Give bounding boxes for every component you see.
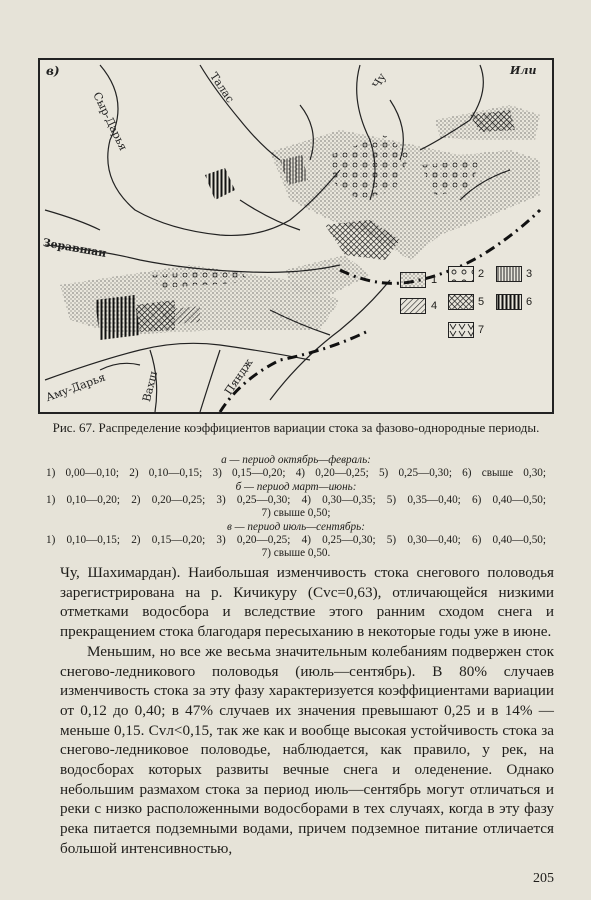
label-ili: Или	[510, 64, 537, 77]
caption-c-head: в — период июль—сентябрь:	[227, 521, 365, 533]
legend-swatch-6	[496, 294, 522, 310]
caption-a-head: а — период октябрь—февраль:	[221, 454, 371, 466]
caption-period-a	[46, 454, 546, 480]
legend-swatch-2	[448, 266, 474, 282]
legend-label-3: 3	[526, 268, 533, 280]
panel-label: в)	[46, 64, 60, 78]
legend-swatch-4	[400, 298, 426, 314]
legend-swatch-7	[448, 322, 474, 338]
body-text	[60, 563, 554, 859]
caption-period-b	[46, 481, 546, 520]
label-chu: Чу	[370, 71, 389, 91]
caption-a-row1: 1) 0,00—0,10; 2) 0,10—0,15; 3) 0,15—0,20; 4) 0,20—0,25; 5) 0,25—0,30; 6) свыше 0,30;	[46, 467, 546, 479]
caption-title: Рис. 67. Распределение коэффициентов вариации стока за фазово-однородные периоды.	[52, 420, 540, 435]
label-syr-darya: Сыр-Дарья	[90, 90, 130, 153]
legend-label-1: 1	[431, 274, 438, 286]
map-drawing	[40, 60, 552, 412]
label-talas: Талас	[207, 70, 237, 106]
legend-label-5: 5	[478, 296, 485, 308]
zone-dots	[270, 130, 540, 260]
caption-period-c	[46, 521, 546, 560]
legend-swatch-1	[400, 272, 426, 288]
zone-bold-2	[95, 295, 140, 340]
legend-swatch-5	[448, 294, 474, 310]
legend-label-7: 7	[478, 324, 485, 336]
legend-label-4: 4	[431, 300, 438, 312]
paragraph-2: Меньшим, но все же весьма значительным колебаниям подвержен сток снегово-ледникового половодья (июль—сентябрь). В 80% случаев изменчивость стока за эту фазу характеризуется коэффициентами вариации от 0,12 до 0,40; в 47% случаев их значения превышают 0,25 и в 14% — меньше 0,15. Cvл<0,15, так же как и вообще высокая устойчивость стока за снегово-ледниковое половодье, наблюдается, как правило, у рек, на водосборах которых развиты вечные снега и оледенение. Однако небольшим размахом стока за период июль—сентябрь могут отличаться и реки с низко расположенными водосборами в тех случаях, когда в эту фазу река питается подземными водами, причем подземное питание отличается большой интенсивностью,	[60, 642, 554, 857]
caption-b-row1: 1) 0,10—0,20; 2) 0,20—0,25; 3) 0,25—0,30; 4) 0,30—0,35; 5) 0,35—0,40; 6) 0,40—0,50;	[46, 494, 546, 506]
label-pyanj: Пяндж	[222, 356, 256, 398]
zone-bold-1	[205, 168, 235, 200]
map-figure	[38, 58, 554, 414]
caption-b-row2: 7) свыше 0,50;	[261, 507, 331, 519]
caption-b-head: б — период март—июнь:	[235, 481, 357, 493]
label-zeravshan: Зеравшан	[41, 236, 108, 260]
legend-label-6: 6	[526, 296, 533, 308]
zone-dots-4	[285, 255, 370, 295]
paragraph-1: Чу, Шахимардан). Наибольшая изменчивость стока снегового половодья зарегистрирована на р. Кичикуру (Cvc=0,63), отличающейся низкими отметками водосбора и вследствие этого ранним сходом снега и прекращением стока благодаря пересыханию в некоторые годы уже в июне.	[60, 564, 554, 641]
label-amu-darya: Аму-Дарья	[44, 370, 108, 405]
caption-c-row1: 1) 0,10—0,15; 2) 0,15—0,20; 3) 0,20—0,25; 4) 0,25—0,30; 5) 0,30—0,40; 6) 0,40—0,50;	[46, 534, 546, 546]
page-number: 205	[533, 871, 554, 886]
legend-label-2: 2	[478, 268, 485, 280]
caption-c-row2: 7) свыше 0,50.	[261, 547, 331, 559]
figure-caption	[46, 420, 546, 436]
label-vakhsh: Вахш	[140, 369, 161, 404]
legend-swatch-3	[496, 266, 522, 282]
